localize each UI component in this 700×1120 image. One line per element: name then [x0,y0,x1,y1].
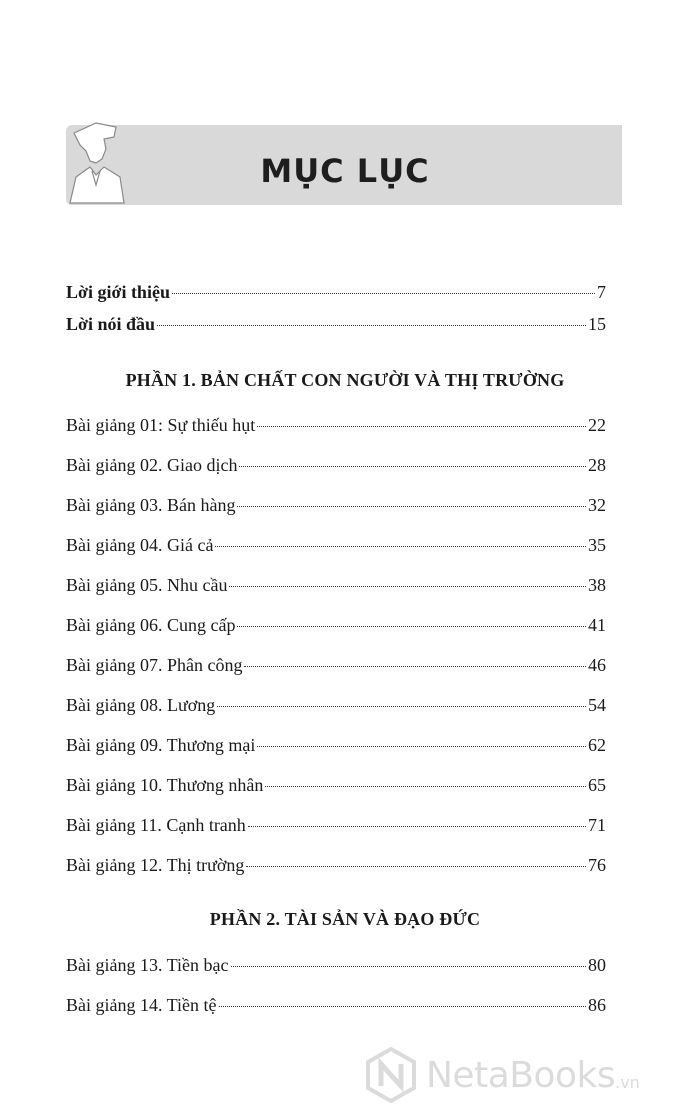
toc-entry-page: 32 [588,495,606,515]
dot-leader [229,585,586,587]
toc-entry-preface[interactable] [66,314,606,340]
toc-entry-page: 15 [588,314,606,334]
toc-entry-page: 76 [588,855,606,875]
toc-entry-page: 28 [588,455,606,475]
toc-entry-label: Bài giảng 09. Thương mại [66,735,256,755]
toc-entry-page: 46 [588,655,606,675]
dot-leader [217,705,586,707]
dot-leader [257,425,586,427]
part-1-heading: PHẦN 1. BẢN CHẤT CON NGƯỜI VÀ THỊ TRƯỜNG [125,370,565,390]
toc-entry-label: Bài giảng 14. Tiền tệ [66,995,217,1015]
toc-entry-label: Bài giảng 03. Bán hàng [66,495,236,515]
toc-entry-page: 65 [588,775,606,795]
page-title: MỤC LỤC [260,152,430,190]
toc-entry[interactable] [66,775,606,801]
dot-leader [239,465,586,467]
dot-leader [265,785,586,787]
toc-entry-label: Bài giảng 12. Thị trường [66,855,245,875]
toc-entry-label: Bài giảng 01: Sự thiếu hụt [66,415,256,435]
toc-entry-label: Bài giảng 13. Tiền bạc [66,955,229,975]
dot-leader [231,965,587,967]
watermark-suffix: .vn [615,1073,640,1092]
toc-entry-intro[interactable] [66,282,606,308]
toc-entry-page: 71 [588,815,606,835]
toc-entry[interactable] [66,615,606,641]
dot-leader [237,625,586,627]
dot-leader [219,1005,586,1007]
toc-entry[interactable] [66,455,606,481]
toc-entry-label: Bài giảng 08. Lương [66,695,216,715]
toc-entry-label: Bài giảng 04. Giá cả [66,535,214,555]
toc-entry[interactable] [66,575,606,601]
toc-entry-page: 86 [588,995,606,1015]
toc-entry-label: Bài giảng 05. Nhu cầu [66,575,228,595]
toc-entry-page: 38 [588,575,606,595]
watermark [362,1042,692,1108]
toc-entry-label: Bài giảng 06. Cung cấp [66,615,236,635]
dot-leader [257,745,586,747]
toc-entry[interactable] [66,415,606,441]
toc-entry-page: 62 [588,735,606,755]
toc-entry[interactable] [66,695,606,721]
dot-leader [157,324,586,326]
toc-entry[interactable] [66,815,606,841]
toc-entry[interactable] [66,655,606,681]
dot-leader [248,825,586,827]
toc-entry-label: Bài giảng 11. Cạnh tranh [66,815,246,835]
toc-entry[interactable] [66,995,606,1021]
toc-entry-page: 22 [588,415,606,435]
dot-leader [215,545,586,547]
toc-entry-label: Bài giảng 02. Giao dịch [66,455,238,475]
toc-entry[interactable] [66,735,606,761]
toc-entry-label: Lời giới thiệu [66,282,170,302]
toc-entry-page: 54 [588,695,606,715]
part-2-heading: PHẦN 2. TÀI SẢN VÀ ĐẠO ĐỨC [209,909,481,929]
toc-entry[interactable] [66,855,606,881]
dot-leader [246,865,586,867]
netabooks-logo-icon [362,1046,420,1104]
toc-entry-page: 41 [588,615,606,635]
dot-leader [244,665,586,667]
toc-entry-label: Bài giảng 10. Thương nhân [66,775,264,795]
toc-entry-page: 80 [588,955,606,975]
watermark-brand: NetaBooks [426,1054,616,1096]
toc-entry-label: Bài giảng 07. Phân công [66,655,243,675]
toc-entry-label: Lời nói đầu [66,314,156,334]
toc-entry[interactable] [66,495,606,521]
dot-leader [172,292,595,294]
toc-entry-page: 7 [597,282,606,302]
toc-entry[interactable] [66,955,606,981]
toc-entry[interactable] [66,535,606,561]
dot-leader [237,505,586,507]
toc-entry-page: 35 [588,535,606,555]
